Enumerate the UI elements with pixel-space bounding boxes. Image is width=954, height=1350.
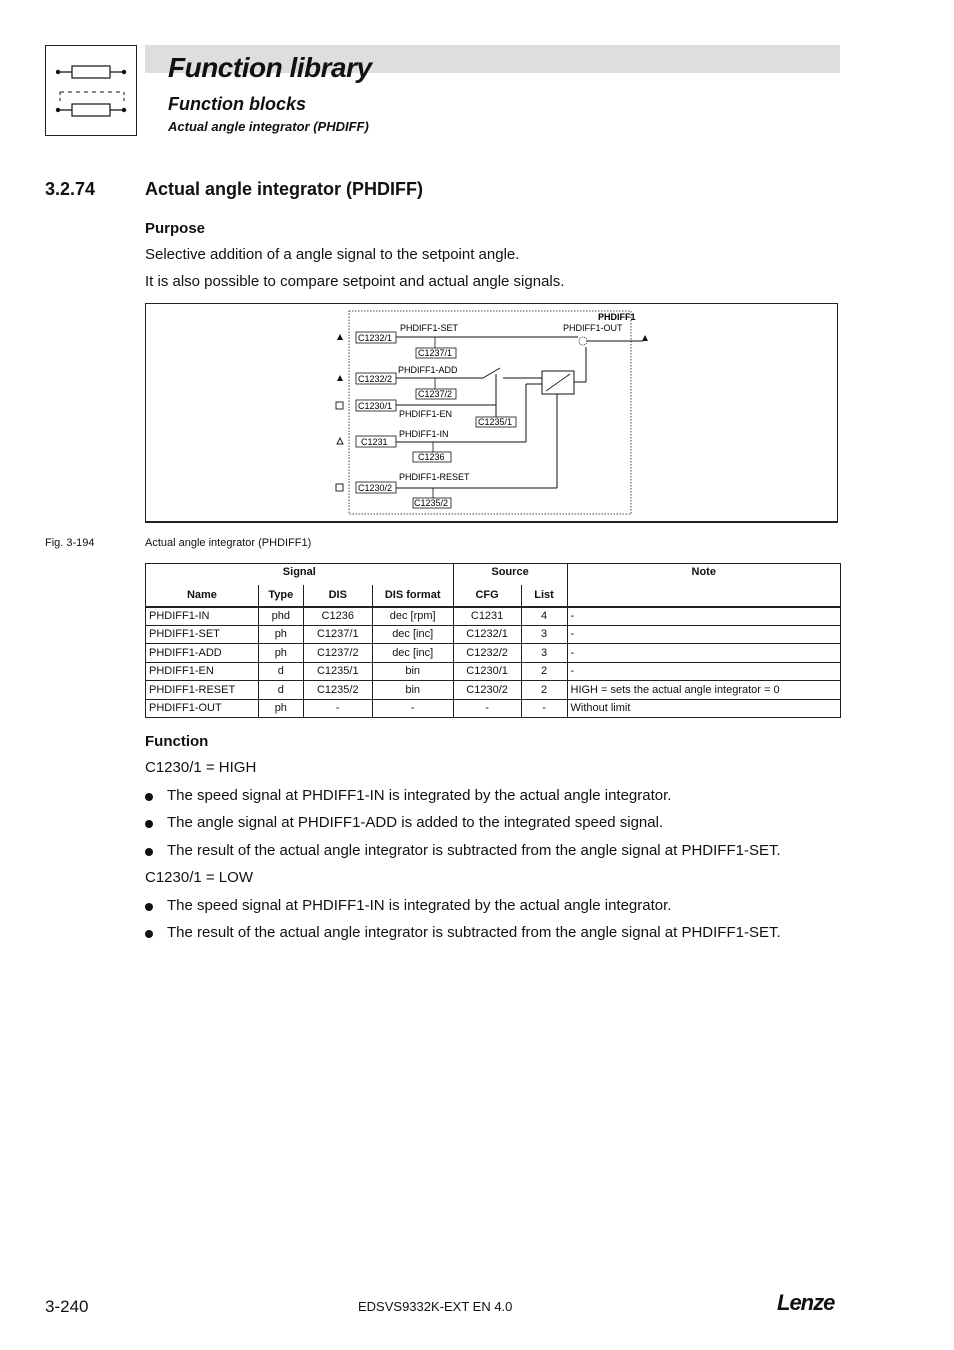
table-cell: dec [inc] — [372, 625, 453, 644]
document-id: EDSVS9332K-EXT EN 4.0 — [358, 1299, 513, 1314]
bullet-icon — [145, 820, 153, 828]
column-header: Name — [146, 585, 259, 607]
dis-code: C1235/1 — [478, 417, 513, 427]
input-code: C1232/1 — [358, 333, 393, 343]
column-header: CFG — [453, 585, 521, 607]
figure-number: Fig. 3-194 — [45, 537, 95, 549]
speed-input-symbol — [337, 438, 343, 444]
table-cell: C1232/2 — [453, 644, 521, 663]
table-cell: ph — [258, 699, 303, 718]
input-label: PHDIFF1-IN — [399, 429, 449, 439]
summing-point — [579, 337, 587, 345]
dis-code: C1237/2 — [418, 389, 453, 399]
page-title: Function library — [168, 52, 372, 83]
output-symbol — [642, 335, 648, 341]
table-cell: Without limit — [567, 699, 841, 718]
input-code: C1230/2 — [358, 483, 393, 493]
input-code: C1231 — [361, 437, 388, 447]
input-label: PHDIFF1-ADD — [398, 365, 458, 375]
digital-input-symbol — [336, 484, 343, 491]
table-cell: C1235/1 — [303, 662, 372, 681]
table-row — [146, 607, 841, 626]
table-cell: PHDIFF1-EN — [146, 662, 259, 681]
table-cell: d — [258, 662, 303, 681]
high-condition-label: C1230/1 = HIGH — [145, 759, 257, 776]
table-cell: - — [567, 607, 841, 626]
group-header-source: Source — [453, 564, 567, 585]
bullet-icon — [145, 848, 153, 856]
table-cell: - — [567, 625, 841, 644]
table-cell: PHDIFF1-OUT — [146, 699, 259, 718]
brand-logo: Lenze — [777, 1290, 835, 1315]
digital-input-symbol — [336, 402, 343, 409]
table-row — [146, 699, 841, 718]
group-header-signal: Signal — [146, 564, 454, 585]
table-cell: 3 — [521, 644, 567, 663]
purpose-heading: Purpose — [145, 220, 206, 237]
section-number: 3.2.74 — [45, 179, 96, 199]
input-label: PHDIFF1-RESET — [399, 472, 470, 482]
table-cell: ph — [258, 625, 303, 644]
table-cell: 4 — [521, 607, 567, 626]
table-cell: ph — [258, 644, 303, 663]
table-cell: - — [567, 644, 841, 663]
input-code: C1232/2 — [358, 374, 393, 384]
table-cell: - — [303, 699, 372, 718]
column-header: Type — [258, 585, 303, 607]
dis-code: C1236 — [418, 452, 445, 462]
table-cell: - — [567, 662, 841, 681]
function-block-icon — [46, 46, 138, 137]
low-condition-label: C1230/1 = LOW — [145, 869, 253, 886]
table-cell: - — [453, 699, 521, 718]
table-cell: dec [rpm] — [372, 607, 453, 626]
input-label: PHDIFF1-SET — [400, 323, 459, 333]
block-name-label: PHDIFF1 — [598, 312, 636, 322]
purpose-line-1: Selective addition of a angle signal to the setpoint angle. — [145, 246, 520, 263]
table-cell: C1236 — [303, 607, 372, 626]
table-cell: - — [521, 699, 567, 718]
bullet-icon — [145, 903, 153, 911]
bullet-icon — [145, 793, 153, 801]
table-cell: PHDIFF1-ADD — [146, 644, 259, 663]
table-cell: - — [372, 699, 453, 718]
chapter-logo — [45, 45, 137, 136]
table-cell: C1235/2 — [303, 681, 372, 700]
function-block-diagram — [145, 303, 838, 523]
table-cell: C1237/1 — [303, 625, 372, 644]
input-code: C1230/1 — [358, 401, 393, 411]
table-cell: 2 — [521, 681, 567, 700]
table-cell: bin — [372, 662, 453, 681]
table-row — [146, 662, 841, 681]
signal-table — [145, 563, 841, 718]
table-cell: PHDIFF1-RESET — [146, 681, 259, 700]
table-cell: dec [inc] — [372, 644, 453, 663]
table-cell: C1230/2 — [453, 681, 521, 700]
column-header: DIS format — [372, 585, 453, 607]
table-cell: C1232/1 — [453, 625, 521, 644]
out-label: PHDIFF1-OUT — [563, 323, 623, 333]
table-cell: C1237/2 — [303, 644, 372, 663]
table-row — [146, 625, 841, 644]
table-cell: PHDIFF1-IN — [146, 607, 259, 626]
section-title: Actual angle integrator (PHDIFF) — [145, 179, 424, 199]
table-cell: phd — [258, 607, 303, 626]
table-cell: 3 — [521, 625, 567, 644]
page-number: 3-240 — [45, 1297, 89, 1316]
column-header: List — [521, 585, 567, 607]
table-row — [146, 681, 841, 700]
column-header-note: Note — [567, 564, 841, 607]
phase-input-symbol — [337, 375, 343, 381]
table-cell: HIGH = sets the actual angle integrator = 0 — [567, 681, 841, 700]
figure-caption: Actual angle integrator (PHDIFF1) — [145, 537, 312, 549]
table-cell: PHDIFF1-SET — [146, 625, 259, 644]
table-row — [146, 644, 841, 663]
page-subsubtitle: Actual angle integrator (PHDIFF) — [168, 119, 369, 134]
input-label: PHDIFF1-EN — [399, 409, 453, 419]
phase-input-symbol — [337, 334, 343, 340]
bullet-icon — [145, 930, 153, 938]
page-subtitle: Function blocks — [168, 94, 307, 114]
function-heading: Function — [145, 733, 209, 750]
table-cell: C1231 — [453, 607, 521, 626]
column-header: DIS — [303, 585, 372, 607]
table-cell: C1230/1 — [453, 662, 521, 681]
purpose-line-2: It is also possible to compare setpoint and actual angle signals. — [145, 273, 565, 290]
diagram-svg — [146, 304, 839, 524]
dis-code: C1235/2 — [414, 498, 449, 508]
dis-code: C1237/1 — [418, 348, 453, 358]
table-cell: d — [258, 681, 303, 700]
table-cell: 2 — [521, 662, 567, 681]
table-cell: bin — [372, 681, 453, 700]
